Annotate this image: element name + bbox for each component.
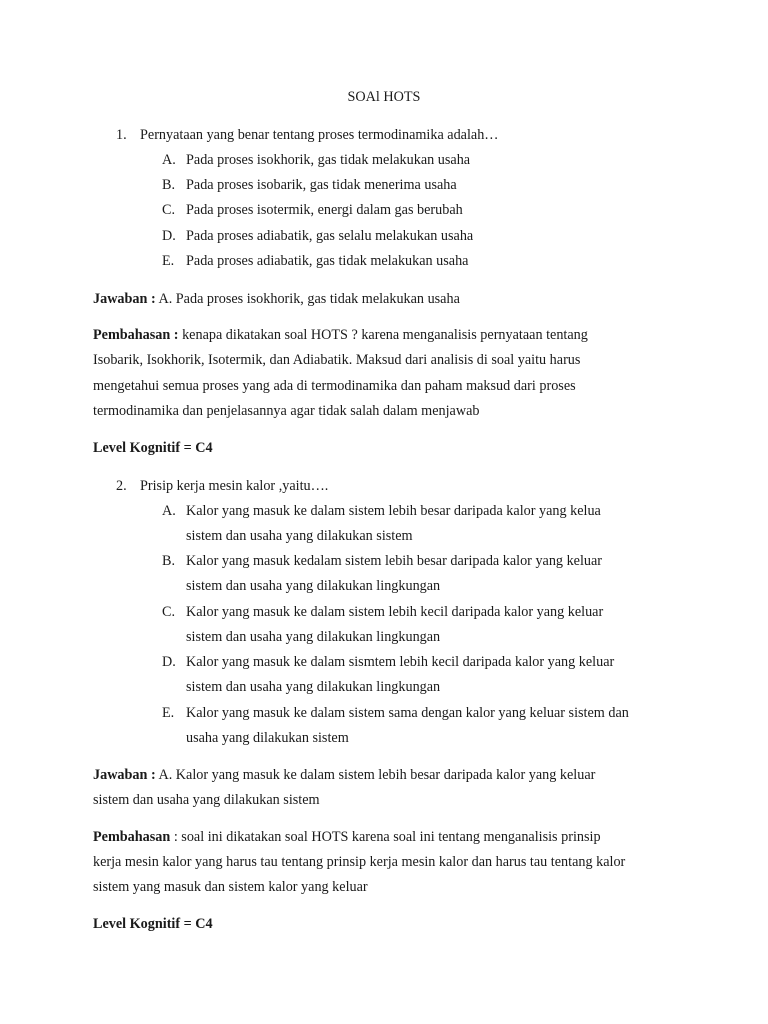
q1-option-a-letter: A. [162,152,176,168]
q1-discussion-line-4: termodinamika dan penjelasannya agar tidak salah dalam menjawab [93,403,480,419]
q1-answer [93,290,460,308]
q1-option-c-text: Pada proses isotermik, energi dalam gas berubah [186,202,463,218]
question-2-number: 2. [116,478,127,494]
q2-answer-line-2: sistem dan usaha yang dilakukan sistem [93,792,320,808]
q2-option-b-line-2: sistem dan usaha yang dilakukan lingkungan [186,578,441,594]
q2-option-c-line-1: Kalor yang masuk ke dalam sistem lebih kecil daripada kalor yang keluar [186,604,604,620]
q2-option-d-line-1: Kalor yang masuk ke dalam sismtem lebih kecil daripada kalor yang keluar [186,654,615,670]
q1-option-c-letter: C. [162,202,176,218]
q2-option-a-line-1: Kalor yang masuk ke dalam sistem lebih besar daripada kalor yang kelua [186,503,601,519]
q1-cognitive-level: Level Kognitif = C4 [93,440,213,456]
q2-discussion-line-1 [93,828,601,846]
q2-answer-line-1 [93,766,595,784]
q1-discussion-label: Pembahasan : [93,327,179,343]
q1-option-a-text: Pada proses isokhorik, gas tidak melakukan usaha [186,152,471,168]
q1-answer-label: Jawaban : [93,291,156,307]
q1-discussion-text-1: kenapa dikatakan soal HOTS ? karena menganalisis pernyataan tentang [178,327,588,343]
q1-answer-text: A. Pada proses isokhorik, gas tidak melakukan usaha [155,291,460,307]
document-title: SOAl HOTS [347,89,421,105]
q1-option-e-letter: E. [162,253,175,269]
q1-discussion-line-3: mengetahui semua proses yang ada di termodinamika dan paham maksud dari proses [93,378,576,394]
q2-discussion-line-3: sistem yang masuk dan sistem kalor yang keluar [93,879,368,895]
q1-option-e-text: Pada proses adiabatik, gas tidak melakukan usaha [186,253,469,269]
q2-cognitive-level: Level Kognitif = C4 [93,916,213,932]
q1-option-b-text: Pada proses isobarik, gas tidak menerima usaha [186,177,457,193]
q2-option-e-line-2: usaha yang dilakukan sistem [186,730,349,746]
question-2-text: Prisip kerja mesin kalor ,yaitu…. [140,478,329,494]
q1-option-b-letter: B. [162,177,176,193]
q1-option-d-text: Pada proses adiabatik, gas selalu melakukan usaha [186,228,474,244]
q2-answer-label: Jawaban : [93,767,156,783]
q2-option-e-line-1: Kalor yang masuk ke dalam sistem sama dengan kalor yang keluar sistem dan [186,705,629,721]
q2-option-e-letter: E. [162,705,175,721]
q2-option-a-letter: A. [162,503,176,519]
q1-discussion-line-1 [93,326,588,344]
question-1-text: Pernyataan yang benar tentang proses termodinamika adalah… [140,127,499,143]
q2-option-d-line-2: sistem dan usaha yang dilakukan lingkungan [186,679,441,695]
q1-discussion-line-2: Isobarik, Isokhorik, Isotermik, dan Adiabatik. Maksud dari analisis di soal yaitu harus [93,352,581,368]
q2-option-b-line-1: Kalor yang masuk kedalam sistem lebih besar daripada kalor yang keluar [186,553,603,569]
q2-discussion-text-1: : soal ini dikatakan soal HOTS karena soal ini tentang menganalisis prinsip [170,829,601,845]
q1-option-d-letter: D. [162,228,176,244]
question-1-number: 1. [116,127,127,143]
q2-option-a-line-2: sistem dan usaha yang dilakukan sistem [186,528,413,544]
q2-option-c-letter: C. [162,604,176,620]
q2-option-d-letter: D. [162,654,176,670]
q2-option-b-letter: B. [162,553,176,569]
q2-option-c-line-2: sistem dan usaha yang dilakukan lingkungan [186,629,441,645]
q2-answer-text-1: A. Kalor yang masuk ke dalam sistem lebih besar daripada kalor yang keluar [155,767,596,783]
q2-discussion-label: Pembahasan [93,829,171,845]
q2-discussion-line-2: kerja mesin kalor yang harus tau tentang prinsip kerja mesin kalor dan harus tau tentang kalor [93,854,626,870]
